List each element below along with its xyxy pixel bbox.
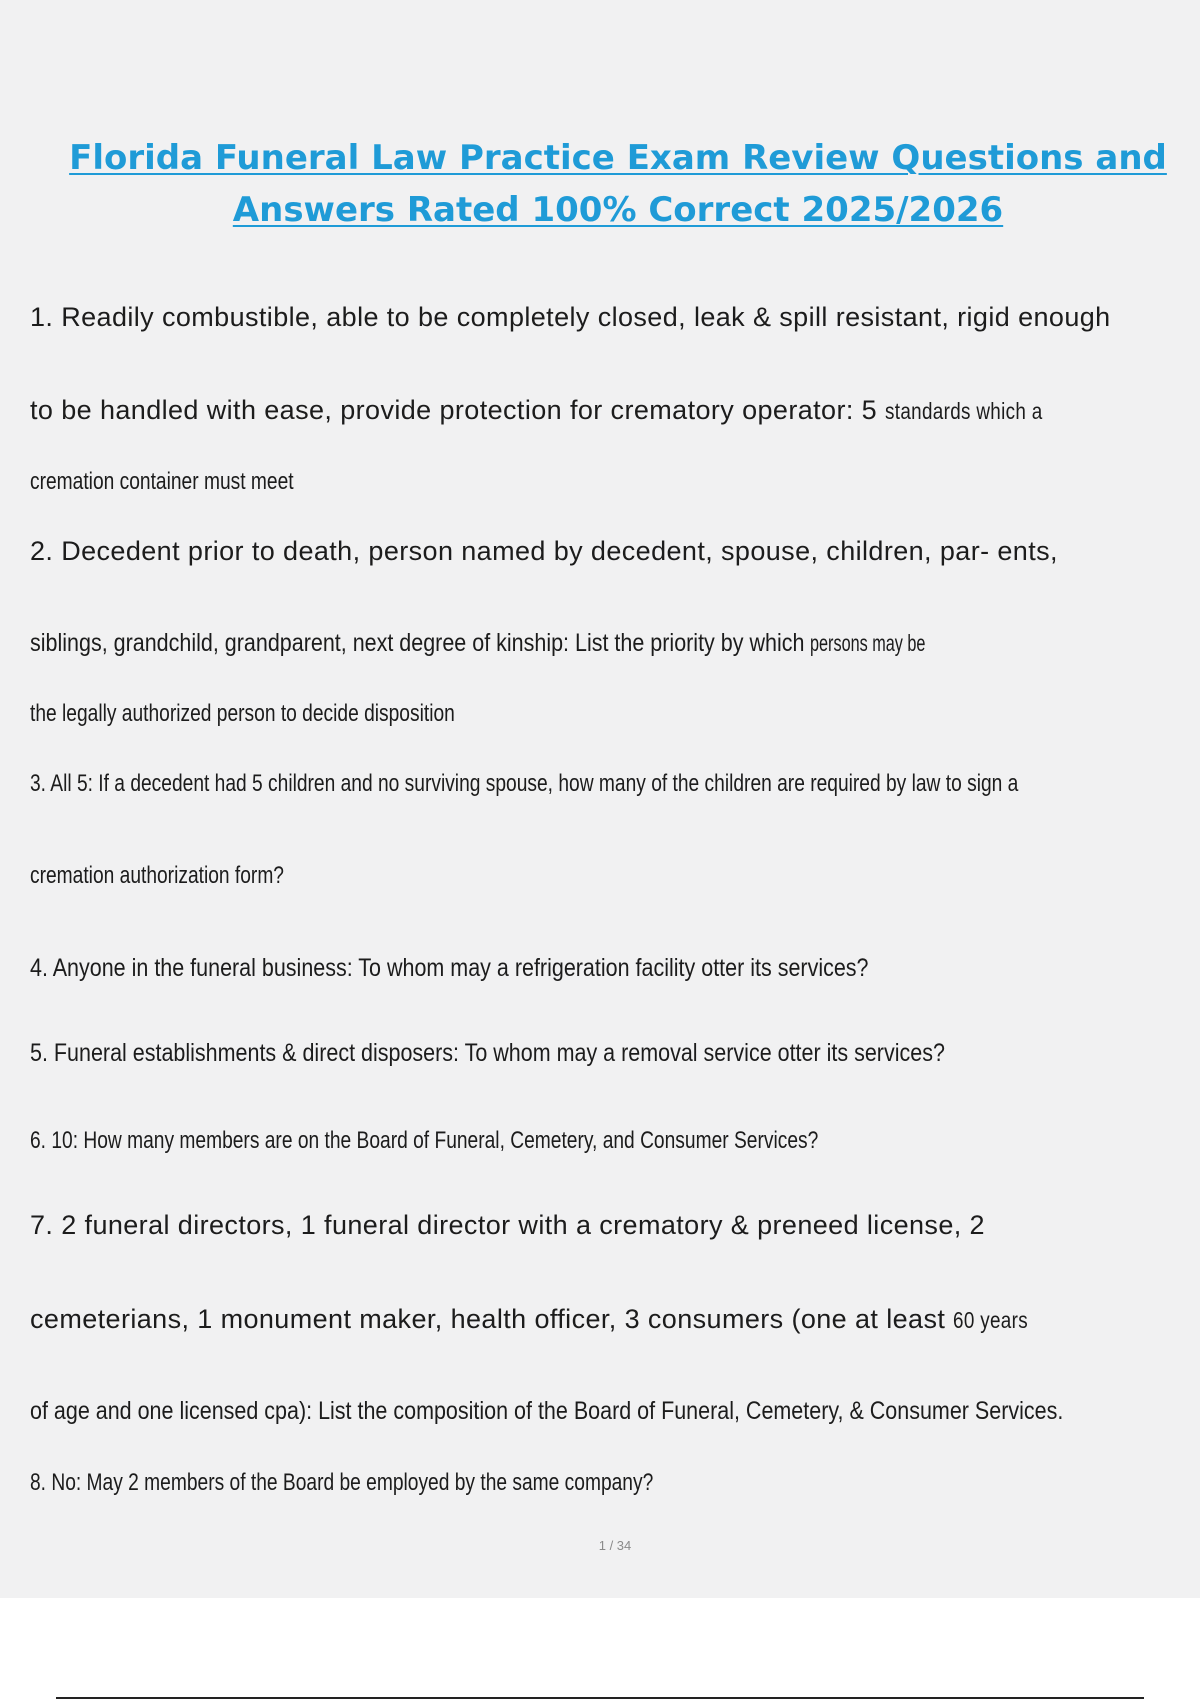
- footer-divider: [56, 1697, 1144, 1699]
- q2-line-1: 2. Decedent prior to death, person named by decedent, spouse, children, par- ents,: [30, 536, 1058, 566]
- q1-line-2-tail: standards which a: [884, 398, 1043, 424]
- q1-line-3: cremation container must meet: [30, 468, 294, 495]
- q7-line-2-main: cemeterians, 1 monument maker, health officer, 3 consumers (one at least: [30, 1304, 954, 1334]
- q1-line-2-main: to be handled with ease, provide protection for crematory operator: 5: [30, 395, 885, 425]
- title-line-2: Answers Rated 100% Correct 2025/2026: [232, 190, 1004, 230]
- q2-line-2-main: siblings, grandchild, grandparent, next degree of kinship: List the priority by which: [30, 629, 811, 657]
- q3-line-2: cremation authorization form?: [30, 862, 284, 889]
- q7-line-3: of age and one licensed cpa): List the composition of the Board of Funeral, Cemetery, & Consumer Services.: [30, 1397, 1064, 1425]
- q4-line: 4. Anyone in the funeral business: To whom may a refrigeration facility otter its services?: [30, 954, 869, 982]
- q3-line-1: 3. All 5: If a decedent had 5 children and no surviving spouse, how many of the children are required by law to sign a: [30, 770, 1019, 797]
- q8-line: 8. No: May 2 members of the Board be employed by the same company?: [30, 1469, 654, 1496]
- title-line-1: Florida Funeral Law Practice Exam Review Questions and: [69, 138, 1167, 178]
- q7-line-2-tail: 60 years: [953, 1307, 1029, 1333]
- q5-line: 5. Funeral establishments & direct disposers: To whom may a removal service otter its services?: [30, 1039, 945, 1067]
- document-title: [0, 132, 1200, 236]
- q2-line-3: the legally authorized person to decide disposition: [30, 700, 455, 727]
- q7-line-2: [30, 1304, 1045, 1335]
- q1-line-2: [30, 395, 1077, 426]
- q1-line-1: 1. Readily combustible, able to be completely closed, leak & spill resistant, rigid enough: [30, 302, 1111, 332]
- page-number: 1 / 34: [598, 1538, 632, 1553]
- q2-line-2-tail: persons may be: [810, 630, 926, 656]
- q6-line: 6. 10: How many members are on the Board of Funeral, Cemetery, and Consumer Services?: [30, 1127, 819, 1154]
- q7-line-1: 7. 2 funeral directors, 1 funeral director with a crematory & preneed license, 2: [30, 1210, 985, 1240]
- q2-line-2: [30, 629, 951, 658]
